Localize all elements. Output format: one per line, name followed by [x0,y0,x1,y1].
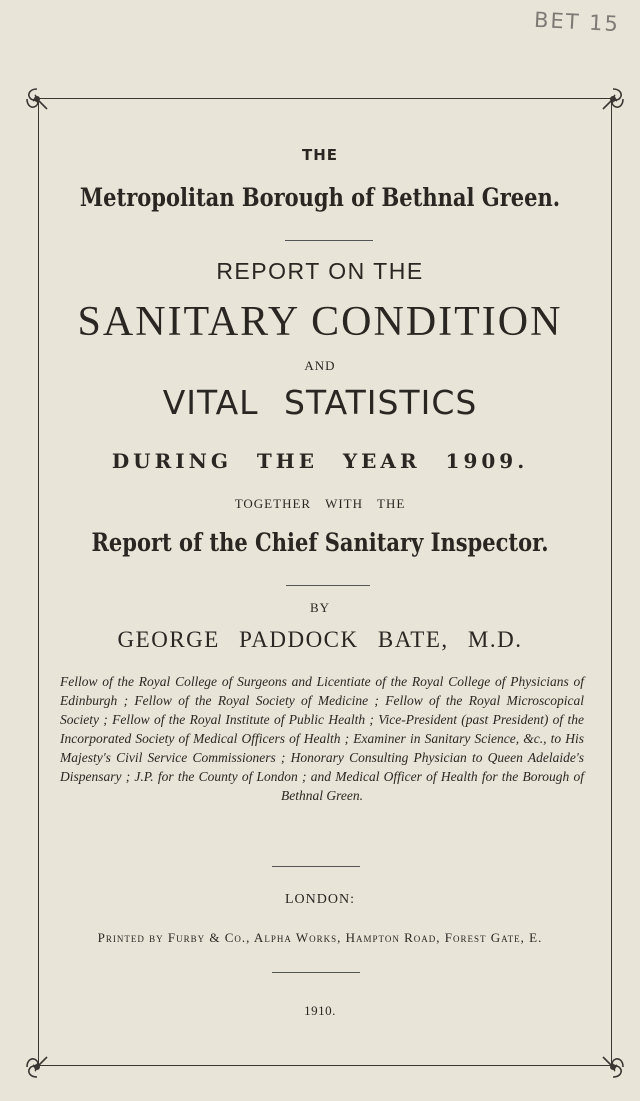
printer-imprint: Printed by Furby & Co., Alpha Works, Hampton Road, Forest Gate, E. [97,930,543,945]
divider-rule [286,585,370,586]
divider-rule [285,240,373,241]
by-line: BY [309,600,331,615]
divider-rule [272,972,360,973]
handwritten-reference: BET 15 [533,7,621,37]
divider-rule [272,866,360,867]
borough-title: Metropolitan Borough of Bethnal Green. [79,183,561,212]
fleuron-corner-icon [24,1054,50,1080]
fleuron-corner-icon [600,1054,626,1080]
together-with-line: TOGETHER WITH THE [234,496,406,511]
and-conjunction: AND [304,358,336,373]
sanitary-condition-heading: SANITARY CONDITION [77,299,563,345]
fleuron-corner-icon [24,86,50,112]
report-year-line: DURING THE YEAR 1909. [111,449,529,473]
heading-the: THE [301,146,339,164]
author-credentials: Fellow of the Royal College of Surgeons and Licentiate of the Royal College of Physicians of Edinburgh ; Fellow of the Royal Society of Medicine ; Fellow of the Royal Microscopical Society ; Fellow of the Royal Institute of Public Health ; Vice-President (past President) of the Incorporated Society of Medical Officers of Health ; Examiner in Sanitary Science, &c., to His Majesty's Civil Service Commissioners ; Honorary Consulting Physician to Queen Adelaide's Dispensary ; J.P. for the County of London ; and Medical Officer of Health for the Borough of Bethnal Green. [60,674,584,803]
publication-year: 1910. [304,1003,336,1018]
report-on-the: REPORT ON THE [216,258,424,284]
author-name: GEORGE PADDOCK BATE, M.D. [117,627,523,652]
fleuron-corner-icon [600,86,626,112]
page-border-frame [38,98,612,1066]
vital-statistics-heading: VITAL STATISTICS [162,383,478,422]
place-of-publication: LONDON: [285,892,355,907]
chief-inspector-report-title: Report of the Chief Sanitary Inspector. [91,528,549,557]
